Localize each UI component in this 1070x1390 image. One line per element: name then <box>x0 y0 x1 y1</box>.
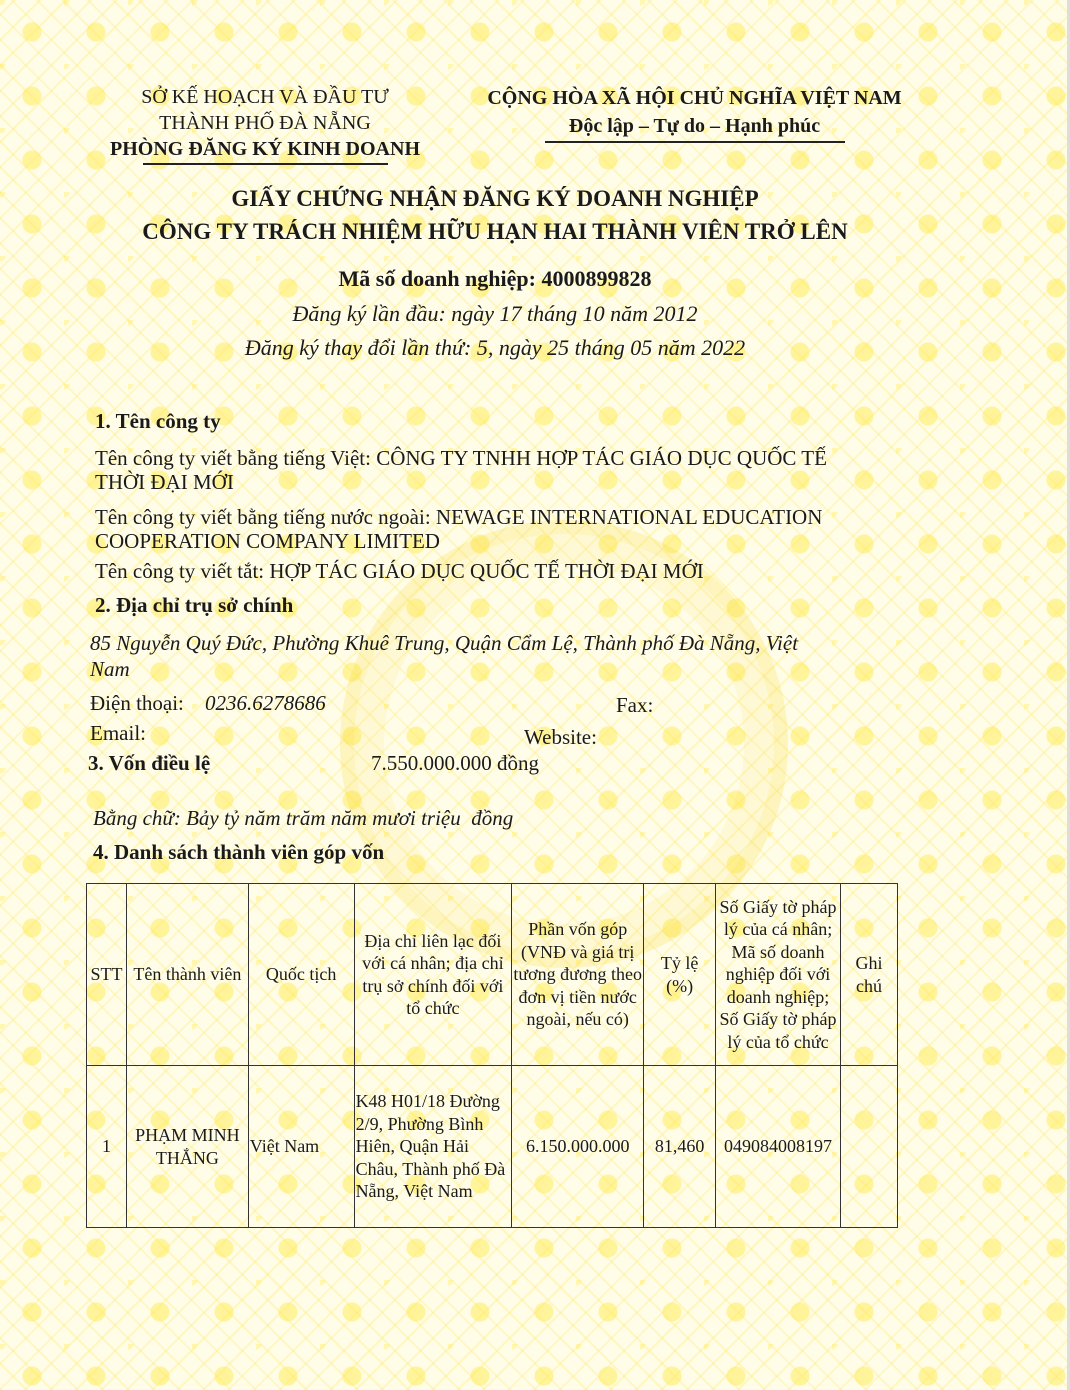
members-table <box>86 883 898 1228</box>
phone-label: Điện thoại: <box>90 691 184 715</box>
fax-label: Fax: <box>616 693 654 717</box>
address-line-1: 85 Nguyễn Quý Đức, Phường Khuê Trung, Quận Cẩm Lệ, Thành phố Đà Nẵng, Việt <box>90 631 799 655</box>
address-line-2: Nam <box>90 657 130 681</box>
email-label: Email: <box>90 721 146 745</box>
authority-underline <box>143 163 388 165</box>
change-registration-date: Đăng ký thay đổi lần thứ: 5, ngày 25 tháng 05 năm 2022 <box>244 335 746 360</box>
column-header-ratio: Tỷ lệ (%) <box>644 884 716 1066</box>
national-motto: Độc lập – Tự do – Hạnh phúc <box>568 115 821 137</box>
table-header-row <box>87 884 898 1066</box>
charter-capital-value: 7.550.000.000 đồng <box>371 751 539 775</box>
national-header-block <box>472 84 917 143</box>
foreign-name-line-2: COOPERATION COMPANY LIMITED <box>95 529 440 553</box>
vietnamese-name-line-1: Tên công ty viết bằng tiếng Việt: CÔNG TY TNHH HỢP TÁC GIÁO DỤC QUỐC TẾ <box>95 446 827 470</box>
column-header-nationality: Quốc tịch <box>248 884 354 1066</box>
column-header-member-name: Tên thành viên <box>126 884 248 1066</box>
authority-line-3: PHÒNG ĐĂNG KÝ KINH DOANH <box>110 138 420 160</box>
section-3-heading: 3. Vốn điều lệ <box>88 751 211 775</box>
authority-line-2: THÀNH PHỐ ĐÀ NẴNG <box>159 112 371 134</box>
company-type: CÔNG TY TRÁCH NHIỆM HỮU HẠN HAI THÀNH VIÊN TRỞ LÊN <box>142 219 848 244</box>
enterprise-code: Mã số doanh nghiệp: 4000899828 <box>338 266 652 291</box>
short-name: Tên công ty viết tắt: HỢP TÁC GIÁO DỤC QUỐC TẾ THỜI ĐẠI MỚI <box>95 559 704 583</box>
issuing-authority-block <box>100 84 430 165</box>
column-header-stt: STT <box>87 884 127 1066</box>
section-4-heading: 4. Danh sách thành viên góp vốn <box>93 840 385 864</box>
column-header-legal-id: Số Giấy tờ pháp lý của cá nhân; Mã số doanh nghiệp đối với doanh nghiệp; Số Giấy tờ pháp lý của tổ chức <box>716 884 841 1066</box>
motto-underline <box>545 141 845 143</box>
charter-capital-in-words: Bằng chữ: Bảy tỷ năm trăm năm mươi triệu đồng <box>93 806 514 830</box>
document-title: GIẤY CHỨNG NHẬN ĐĂNG KÝ DOANH NGHIỆP <box>231 186 759 211</box>
cell-note <box>841 1066 898 1228</box>
column-header-address: Địa chỉ liên lạc đối với cá nhân; địa chỉ trụ sở chính đối với tổ chức <box>354 884 512 1066</box>
phone-value: 0236.6278686 <box>205 691 326 715</box>
cell-member-name: PHẠM MINH THẮNG <box>126 1066 248 1228</box>
column-header-note: Ghi chú <box>841 884 898 1066</box>
country-name: CỘNG HÒA XÃ HỘI CHỦ NGHĨA VIỆT NAM <box>487 87 902 109</box>
cell-legal-id: 049084008197 <box>716 1066 841 1228</box>
cell-nationality: Việt Nam <box>248 1066 354 1228</box>
first-registration-date: Đăng ký lần đầu: ngày 17 tháng 10 năm 2012 <box>292 301 698 326</box>
cell-ratio: 81,460 <box>644 1066 716 1228</box>
cell-stt: 1 <box>87 1066 127 1228</box>
website-label: Website: <box>524 725 597 749</box>
cell-capital: 6.150.000.000 <box>512 1066 644 1228</box>
vietnamese-name-line-2: THỜI ĐẠI MỚI <box>95 470 234 494</box>
cell-address: K48 H01/18 Đường 2/9, Phường Bình Hiên, Quận Hải Châu, Thành phố Đà Nẵng, Việt Nam <box>354 1066 512 1228</box>
column-header-capital: Phần vốn góp (VNĐ và giá trị tương đương theo đơn vị tiền nước ngoài, nếu có) <box>512 884 644 1066</box>
section-2-heading: 2. Địa chỉ trụ sở chính <box>95 593 294 617</box>
section-1-heading: 1. Tên công ty <box>95 409 221 433</box>
authority-line-1: SỞ KẾ HOẠCH VÀ ĐẦU TƯ <box>141 86 389 108</box>
table-row <box>87 1066 898 1228</box>
foreign-name-line-1: Tên công ty viết bằng tiếng nước ngoài: NEWAGE INTERNATIONAL EDUCATION <box>95 505 823 529</box>
